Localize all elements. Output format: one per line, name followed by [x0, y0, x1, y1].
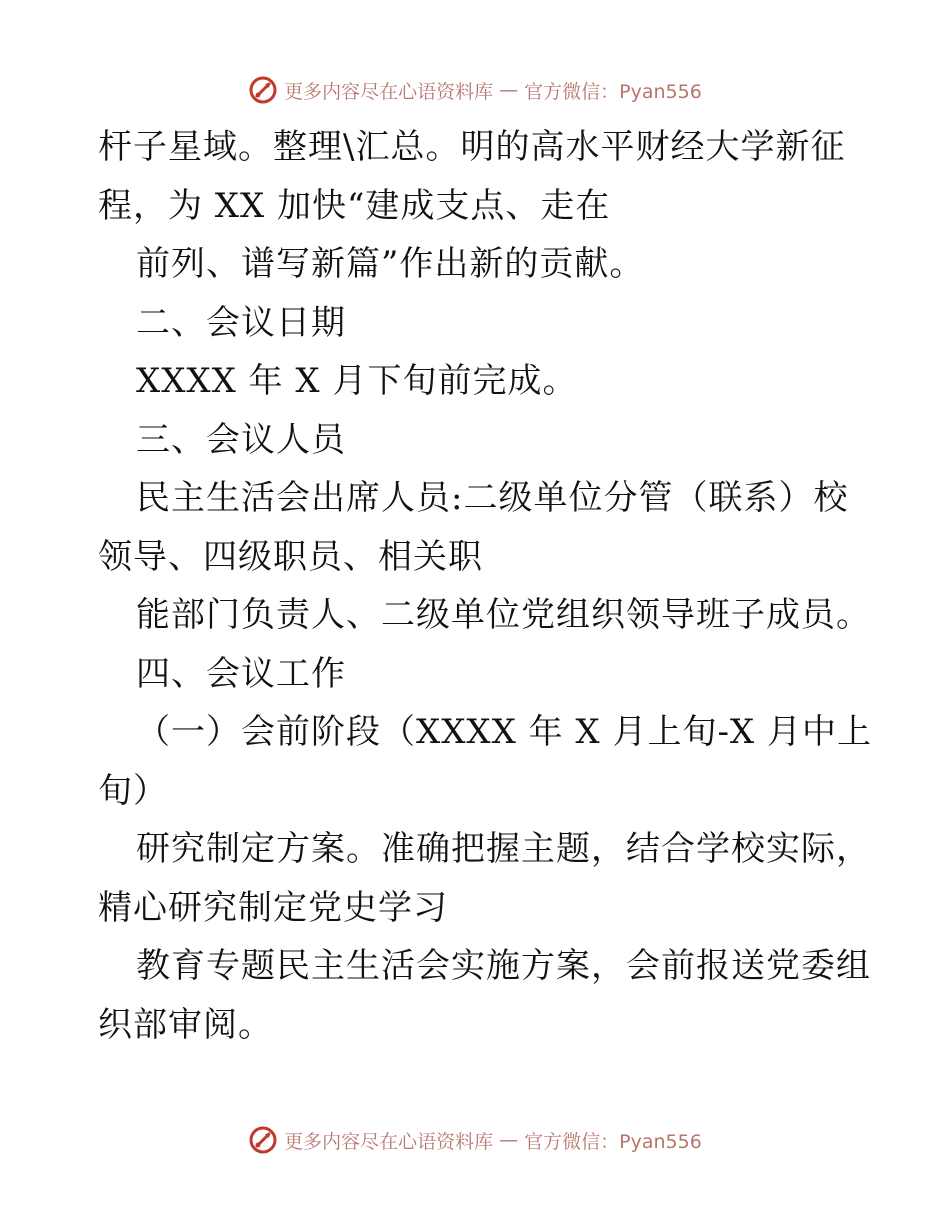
- watermark-text: 更多内容尽在心语资料库: [284, 80, 494, 103]
- text-line-13: 研究制定方案。准确把握主题，结合学校实际，: [136, 829, 871, 869]
- text-line-2: 程，为 XX 加快“建成支点、走在: [98, 185, 611, 226]
- text-line-9: 能部门负责人、二级单位党组织领导班子成员。: [136, 595, 871, 635]
- text-line-15: 教育专题民主生活会实施方案，会前报送党委组: [136, 946, 871, 986]
- section-heading-date: 二、会议日期: [136, 302, 346, 343]
- watermark-contact: 官方微信：Pyan556: [524, 1130, 702, 1153]
- text-line-1: 杆子星域。整理\汇总。明的高水平财经大学新征: [98, 127, 846, 167]
- watermark-separator: —: [499, 1129, 519, 1151]
- text-line-3: 前列、谱写新篇”作出新的贡献。: [136, 244, 645, 284]
- logo-icon: [248, 1125, 278, 1155]
- text-line-8: 领导、四级职员、相关职: [98, 536, 483, 577]
- text-line-12: 旬）: [98, 770, 168, 811]
- section-heading-attendees: 三、会议人员: [136, 419, 346, 460]
- watermark-separator: —: [499, 79, 519, 101]
- watermark-content-footer: [248, 1125, 702, 1155]
- header-watermark: [0, 72, 950, 108]
- text-line-16: 织部审阅。: [98, 1004, 273, 1045]
- watermark-content: [248, 75, 702, 105]
- logo-icon: [248, 75, 278, 105]
- watermark-text: 更多内容尽在心语资料库: [284, 1130, 494, 1153]
- footer-watermark: [0, 1122, 950, 1158]
- section-heading-work: 四、会议工作: [136, 653, 346, 694]
- text-line-14: 精心研究制定党史学习: [98, 887, 448, 928]
- subsection-heading-pre-meeting: （一）会前阶段（XXXX 年 X 月上旬-X 月中上: [136, 712, 872, 752]
- text-line-7: 民主生活会出席人员:二级单位分管（联系）校: [136, 478, 849, 518]
- document-body: [98, 118, 872, 1054]
- watermark-contact: 官方微信：Pyan556: [524, 80, 702, 103]
- text-line-5: XXXX 年 X 月下旬前完成。: [136, 361, 578, 401]
